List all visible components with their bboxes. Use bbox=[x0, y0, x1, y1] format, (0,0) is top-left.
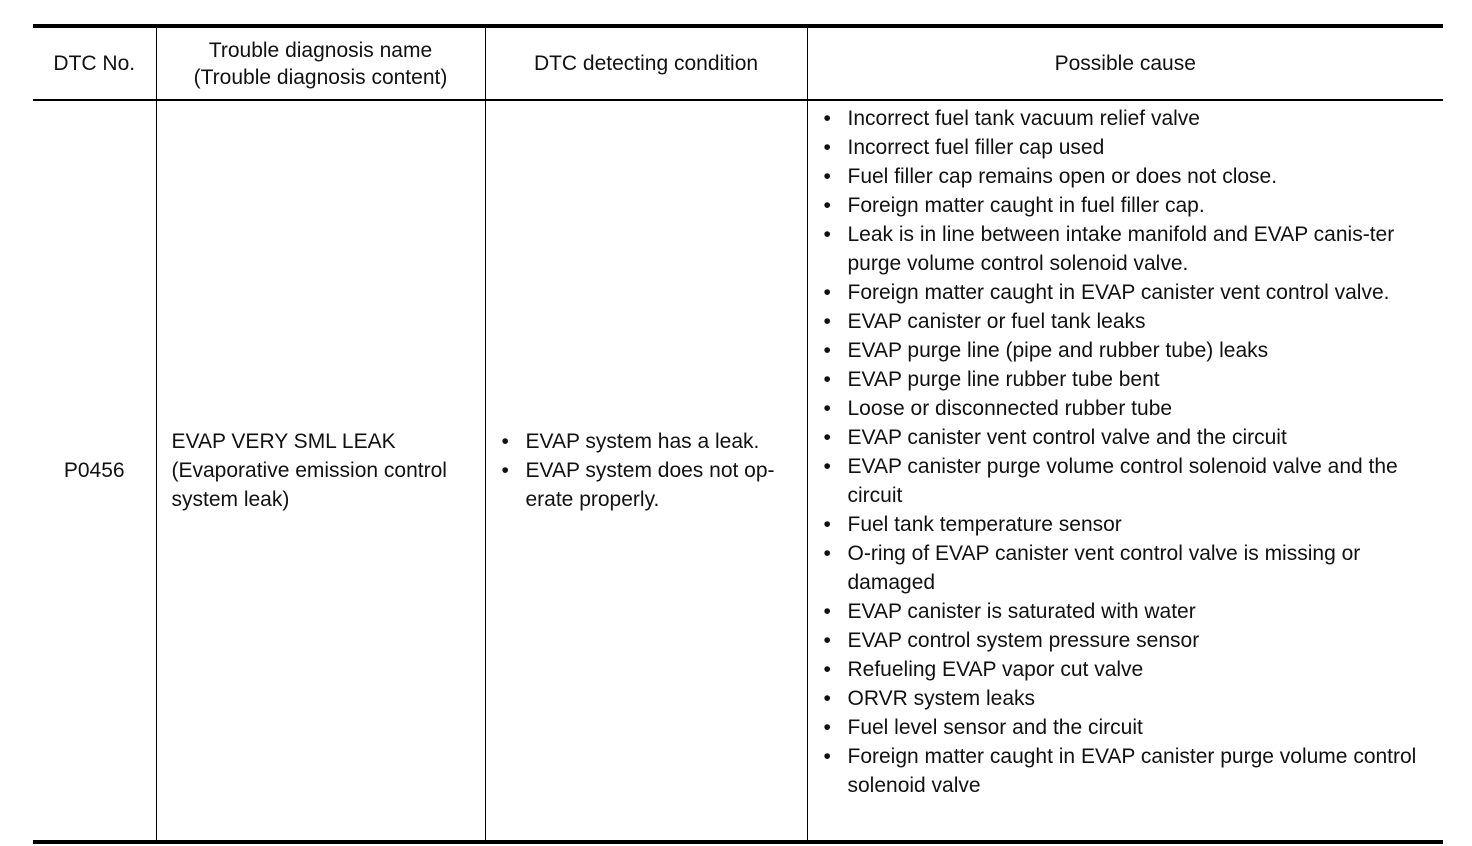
cause-item: • Fuel level sensor and the circuit bbox=[820, 713, 1434, 742]
diagnosis-name-line2: (Evaporative emission control bbox=[171, 459, 447, 482]
table-header bbox=[33, 26, 1443, 100]
cause-item: • Foreign matter caught in EVAP canister vent control valve. bbox=[820, 278, 1434, 307]
dtc-table bbox=[33, 24, 1443, 844]
cause-item: • EVAP control system pressure sensor bbox=[820, 626, 1434, 655]
table-row bbox=[33, 100, 1443, 842]
condition-list bbox=[498, 427, 799, 514]
cause-item: • Loose or disconnected rubber tube bbox=[820, 394, 1434, 423]
cause-item: • EVAP canister purge volume control solenoid valve and the circuit bbox=[820, 452, 1434, 510]
header-diagnosis-name bbox=[156, 26, 485, 100]
diagnosis-name-line1: EVAP VERY SML LEAK bbox=[171, 430, 396, 453]
cause-item: • Fuel filler cap remains open or does not close. bbox=[820, 162, 1434, 191]
cause-item: • Refueling EVAP vapor cut valve bbox=[820, 655, 1434, 684]
header-row bbox=[33, 26, 1443, 100]
possible-cause-cell bbox=[807, 100, 1443, 842]
cause-item: • EVAP purge line (pipe and rubber tube) leaks bbox=[820, 336, 1434, 365]
condition-item: • EVAP system does not op-erate properly. bbox=[498, 456, 799, 514]
diagnosis-name-cell bbox=[156, 100, 485, 842]
table-body bbox=[33, 100, 1443, 842]
condition-item: • EVAP system has a leak. bbox=[498, 427, 799, 456]
header-detecting-condition: DTC detecting condition bbox=[485, 26, 807, 100]
cause-item: • Incorrect fuel filler cap used bbox=[820, 133, 1434, 162]
cause-item: • Foreign matter caught in EVAP canister purge volume control solenoid valve bbox=[820, 742, 1434, 800]
diagnosis-name-line3: system leak) bbox=[171, 488, 290, 511]
cause-item: • Fuel tank temperature sensor bbox=[820, 510, 1434, 539]
cause-item: • O-ring of EVAP canister vent control valve is missing or damaged bbox=[820, 539, 1434, 597]
dtc-code-cell: P0456 bbox=[33, 100, 156, 842]
header-possible-cause: Possible cause bbox=[807, 26, 1443, 100]
header-diagnosis-line2: (Trouble diagnosis content) bbox=[193, 65, 448, 89]
cause-item: • ORVR system leaks bbox=[820, 684, 1434, 713]
detecting-condition-cell bbox=[485, 100, 807, 842]
cause-item: • Incorrect fuel tank vacuum relief valve bbox=[820, 104, 1434, 133]
cause-item: • EVAP canister vent control valve and the circuit bbox=[820, 423, 1434, 452]
header-dtc-no: DTC No. bbox=[33, 26, 156, 100]
header-diagnosis-line1: Trouble diagnosis name bbox=[208, 38, 433, 62]
cause-item: • EVAP purge line rubber tube bent bbox=[820, 365, 1434, 394]
cause-item: • Leak is in line between intake manifold and EVAP canis-ter purge volume control solenoid valve. bbox=[820, 220, 1434, 278]
cause-item: • EVAP canister or fuel tank leaks bbox=[820, 307, 1434, 336]
cause-list bbox=[820, 104, 1434, 800]
cause-item: • Foreign matter caught in fuel filler cap. bbox=[820, 191, 1434, 220]
cause-item: • EVAP canister is saturated with water bbox=[820, 597, 1434, 626]
